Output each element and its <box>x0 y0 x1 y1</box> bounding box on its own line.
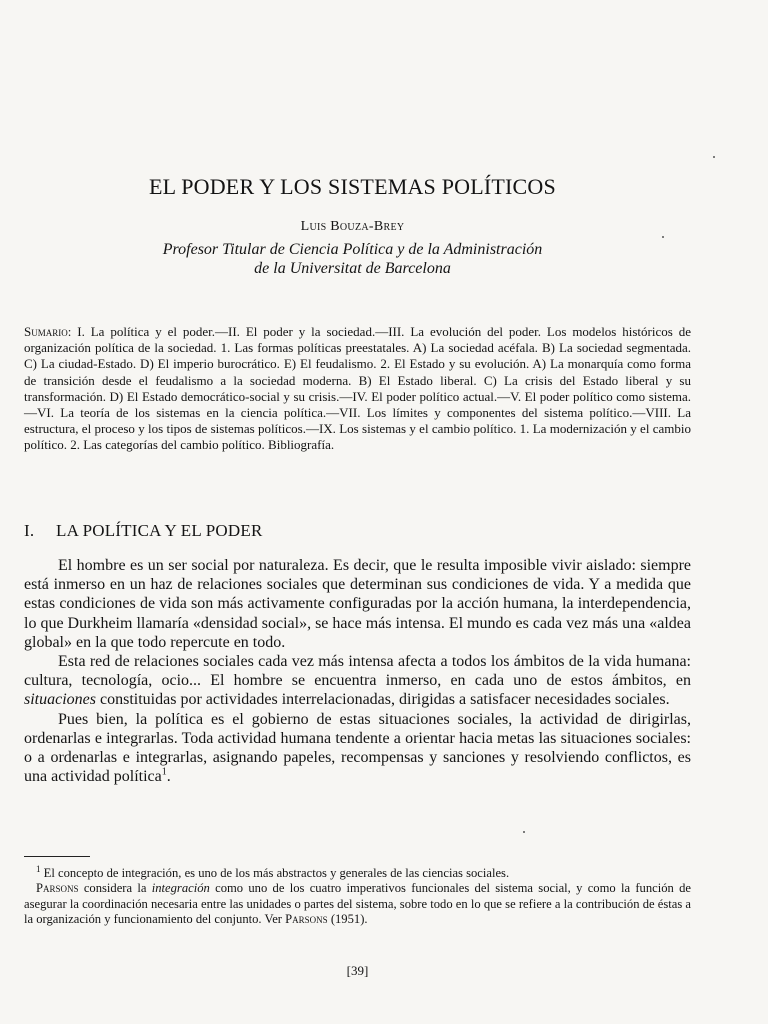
paragraph-2-text-b: constituidas por actividades interrelacionadas, dirigidas a satisfacer necesidades sociales. <box>96 691 670 709</box>
section-title: LA POLÍTICA Y EL PODER <box>56 521 263 540</box>
footnote-line-1 <box>24 863 691 881</box>
footnote-year: (1951). <box>327 912 368 927</box>
footnote-text-1: El concepto de integración, es uno de los más abstractos y generales de las ciencias sociales. <box>40 866 510 880</box>
author-name: Luis Bouza-Brey <box>300 219 405 234</box>
footnote-marker: 1 <box>36 863 41 874</box>
paragraph-3-end: . <box>166 768 171 786</box>
footnote-1 <box>24 863 691 928</box>
page-number: [39] <box>346 963 369 978</box>
paragraph-2-text-a: Esta red de relaciones sociales cada vez más intensa afecta a todos los ámbitos de la vida humana: cultura, tecnología, ocio... El hombre se encuentra inmerso, en cada uno de estos ámbitos, en <box>24 653 691 690</box>
footnote-text-3: como uno de los cuatro imperativos funcionales del sistema social, y como la función de asegurar la coordinación necesaria entre las unidades o partes del sistema, sobre todo en lo que se refiere a la contribución de éstas a la organización y funcionamiento del conjunto. Ver <box>24 881 691 927</box>
footnote-name-1: Parsons <box>36 881 79 896</box>
summary-block <box>24 324 691 454</box>
summary-text: I. La política y el poder.—II. El poder y la sociedad.—III. La evolución del poder. Los modelos históricos de organización política de la sociedad. 1. Las formas políticas preestatales. A) La sociedad acéfala. B) La sociedad segmentada. C) La ciudad-Estado. D) El imperio burocrático. E) El feudalismo. 2. El Estado y su evolución. A) La monarquía como forma de transición desde el feudalismo a la sociedad moderna. B) El Estado liberal. C) La crisis del Estado liberal y su transformación. D) El Estado democrático-social y su crisis.—IV. El poder político actual.—V. El poder político como sistema.—VI. La teoría de los sistemas en la ciencia política.—VII. Los límites y componentes del sistema político.—VIII. La estructura, el proceso y los tipos de sistemas políticos.—IX. Los sistemas y el cambio político. 1. La modernización y el cambio político. 2. Las categorías del cambio político. Bibliografía. <box>24 324 691 453</box>
summary-label: Sumario: <box>24 324 72 339</box>
paragraph-3 <box>24 710 691 787</box>
paragraph-1: El hombre es un ser social por naturaleza. Es decir, que le resulta imposible vivir aislado: siempre está inmerso en un haz de relaciones sociales que determinan sus condiciones de vida. Y a medida que estas condiciones de vida son más activamente configuradas por la acción humana, la interdependencia, lo que Durkheim llamaría «densidad social», se hace más intensa. El mundo es cada vez más una «aldea global» en la que todo repercute en todo. <box>24 557 691 651</box>
article-title: EL PODER Y LOS SISTEMAS POLÍTICOS <box>149 174 556 199</box>
footnote-emphasis: integración <box>151 881 210 896</box>
affiliation-line-2: de la Universitat de Barcelona <box>254 260 451 277</box>
section-heading <box>24 521 263 541</box>
scan-speck <box>713 156 715 158</box>
footnote-divider <box>24 856 90 857</box>
footnote-text-2: considera la <box>78 881 152 896</box>
affiliation-line-1: Profesor Titular de Ciencia Política y de la Administración <box>162 241 543 258</box>
scan-speck <box>523 831 525 833</box>
footnote-name-2: Parsons <box>285 912 328 927</box>
footnote-reference[interactable]: 1 <box>161 766 167 778</box>
paragraph-2 <box>24 652 691 710</box>
section-number: I. <box>24 521 35 540</box>
footnote-line-2 <box>24 881 691 927</box>
scan-speck <box>662 236 664 238</box>
paragraph-3-text: Pues bien, la política es el gobierno de estas situaciones sociales, la actividad de dirigirlas, ordenarlas e integrarlas. Toda actividad humana tendente a orientar hacia metas las situaciones sociales: o a ordenarlas e integrarlas, asignando papeles, recompensas y sanciones y resolviendo conflictos, es una actividad política <box>24 710 691 786</box>
author-affiliation <box>0 240 705 278</box>
body-text <box>24 556 691 786</box>
paragraph-2-emphasis: situaciones <box>24 691 96 709</box>
